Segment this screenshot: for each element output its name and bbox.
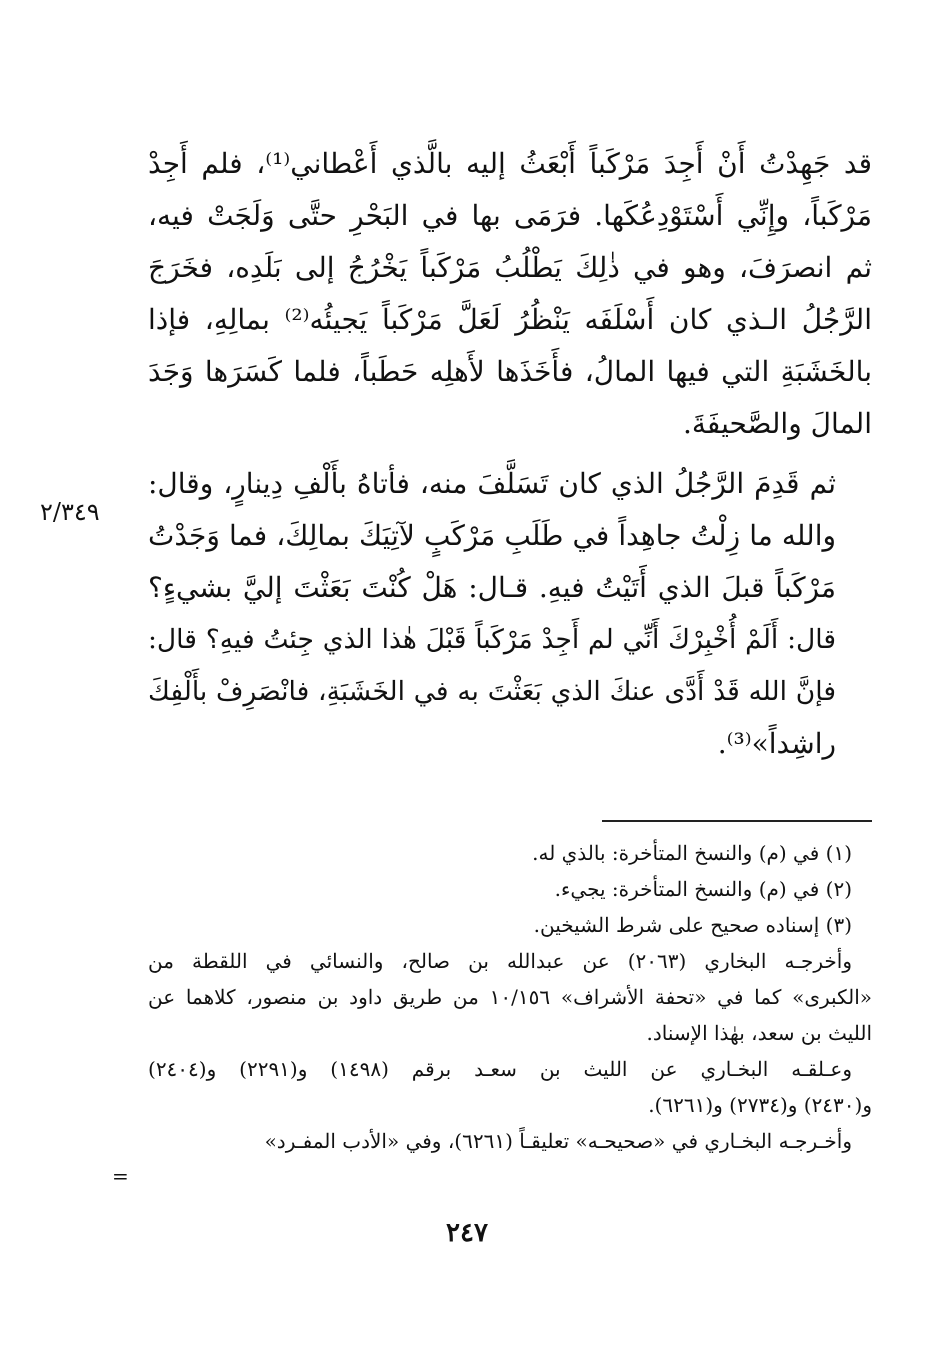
text-line: مَرْكَباً، وإِنِّي أَسْتَوْدِعُكَها. فرَمَى بها في البَحْرِ حتَّى وَلَجَتْ فيه، bbox=[148, 199, 872, 232]
text-line: ثم انصرَفَ، وهو في ذٰلِكَ يَطْلُبُ مَرْكَباً يَخْرُجُ إلى بَلَدِه، فخَرَجَ bbox=[148, 251, 872, 284]
footnotes-section bbox=[148, 835, 872, 1159]
margin-reference: ٢/٣٤٩ bbox=[40, 498, 100, 526]
text-line: راشِداً»⁽³⁾. bbox=[717, 727, 836, 760]
text-line: الرَّجُلُ الـذي كان أَسْلَفَه يَنْظُرُ لَعَلَّ مَرْكَباً يَجيئُه⁽²⁾ بمالِهِ، فإذا bbox=[148, 303, 872, 336]
text-line: ثم قَدِمَ الرَّجُلُ الذي كان تَسَلَّفَ منه، فأتاهُ بأَلْفِ دِينارٍ، وقال: bbox=[148, 467, 836, 500]
text-line: قد جَهِدْتُ أَنْ أَجِدَ مَرْكَباً أَبْعَثُ إليه بالَّذي أَعْطاني⁽¹⁾، فلم أَجِدْ bbox=[148, 147, 872, 180]
commentary-line: وأخـرجـه البخـاري في «صحيحـه» تعليقـاً (٦٢٦١)، وفي «الأدب المفـرد» bbox=[264, 1129, 852, 1153]
text-line: بالخَشَبَةِ التي فيها المالُ، فأَخَذَها لأَهلِه حَطَباً، فلما كَسَرَها وَجَدَ bbox=[148, 355, 872, 388]
main-paragraph-1 bbox=[148, 138, 872, 450]
commentary-line: وأخرجـه البخاري (٢٠٦٣) عن عبدالله بن صالح، والنسائي في اللقطة من bbox=[148, 949, 853, 973]
commentary-line: و(٢٤٣٠) و(٢٧٣٤) و(٦٢٦١). bbox=[648, 1093, 872, 1117]
commentary-line: وعـلقـه البخـاري عن الليث بن سعـد برقم (١٤٩٨) و(٢٢٩١) و(٢٤٠٤) bbox=[148, 1057, 852, 1081]
text-line: والله ما زِلْتُ جاهِداً في طَلَبِ مَرْكَبٍ لآتِيَكَ بمالِكَ، فما وَجَدْتُ bbox=[148, 519, 836, 552]
footnote-2: (٢) في (م) والنسخ المتأخرة: يجيء. bbox=[554, 877, 852, 901]
page-number: ٢٤٧ bbox=[446, 1218, 488, 1248]
commentary-line: «الكبرى» كما في «تحفة الأشراف» ١٠/١٥٦ من طريق داود بن منصور، كلاهما عن bbox=[148, 985, 873, 1009]
text-line: مَرْكَباً قبلَ الذي أَتَيْتُ فيهِ. قـال: هَلْ كُنْتَ بَعَثْتَ إليَّ بشيءٍ؟ bbox=[148, 571, 836, 604]
continuation-mark: = bbox=[112, 1164, 129, 1188]
footnote-1: (١) في (م) والنسخ المتأخرة: بالذي له. bbox=[532, 841, 852, 865]
text-line: قال: أَلَمْ أُخْبِرْكَ أَنِّي لم أَجِدْ مَرْكَباً قَبْلَ هٰذا الذي جِئتُ فيهِ؟ قال: bbox=[148, 624, 836, 655]
text-line: فإنَّ الله قَدْ أَدَّى عنكَ الذي بَعَثْتَ به في الخَشَبَةِ، فانْصَرِفْ بأَلْفِكَ bbox=[148, 676, 836, 707]
main-paragraph-2 bbox=[148, 458, 872, 770]
footnote-separator bbox=[602, 820, 872, 822]
text-line: المالَ والصَّحيفَةَ. bbox=[683, 407, 872, 440]
commentary-line: الليث بن سعد، بهٰذا الإسناد. bbox=[646, 1021, 872, 1045]
footnote-3: (٣) إسناده صحيح على شرط الشيخين. bbox=[533, 913, 852, 937]
main-text bbox=[148, 138, 872, 770]
